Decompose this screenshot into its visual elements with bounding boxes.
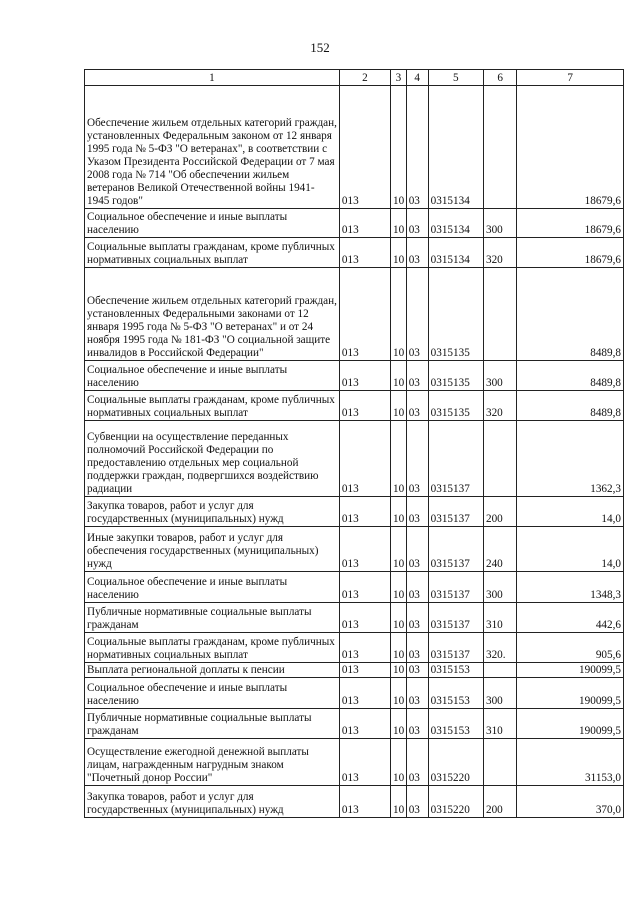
expense-type-code: 320 xyxy=(483,391,516,421)
section-code: 10 xyxy=(391,209,407,238)
item-name: Социальное обеспечение и иные выплаты населению xyxy=(85,209,340,238)
item-name: Социальное обеспечение и иные выплаты населению xyxy=(85,361,340,391)
expense-type-code xyxy=(483,663,516,678)
table-row xyxy=(85,739,624,786)
header-cell-3: 3 xyxy=(391,70,407,86)
table-row xyxy=(85,86,624,209)
item-name: Социальные выплаты гражданам, кроме публичных нормативных социальных выплат xyxy=(85,633,340,663)
subsection-code: 03 xyxy=(406,786,428,818)
section-code: 10 xyxy=(391,527,407,572)
target-article-code: 0315137 xyxy=(428,421,483,497)
target-article-code: 0315153 xyxy=(428,709,483,739)
item-name: Обеспечение жильем отдельных категорий граждан, установленных Федеральными законами от 12 января 1995 года № 5-ФЗ "О ветеранах" и от 24 ноября 1995 года № 181-ФЗ "О социальной защите инвалидов в Российской Федерации" xyxy=(85,268,340,361)
header-cell-4: 4 xyxy=(406,70,428,86)
subsection-code: 03 xyxy=(406,497,428,527)
section-code: 10 xyxy=(391,238,407,268)
target-article-code: 0315220 xyxy=(428,786,483,818)
admin-code: 013 xyxy=(339,633,390,663)
table-row xyxy=(85,209,624,238)
subsection-code: 03 xyxy=(406,709,428,739)
item-name: Закупка товаров, работ и услуг для государственных (муниципальных) нужд xyxy=(85,786,340,818)
header-cell-1: 1 xyxy=(85,70,340,86)
header-cell-2: 2 xyxy=(339,70,390,86)
admin-code: 013 xyxy=(339,663,390,678)
admin-code: 013 xyxy=(339,603,390,633)
table-row xyxy=(85,709,624,739)
item-name: Осуществление ежегодной денежной выплаты лицам, награжденным нагрудным знаком "Почетный донор России" xyxy=(85,739,340,786)
amount: 18679,6 xyxy=(517,238,624,268)
section-code: 10 xyxy=(391,786,407,818)
target-article-code: 0315220 xyxy=(428,739,483,786)
target-article-code: 0315137 xyxy=(428,497,483,527)
expense-type-code: 300 xyxy=(483,361,516,391)
target-article-code: 0315134 xyxy=(428,86,483,209)
table-row xyxy=(85,421,624,497)
budget-table xyxy=(84,69,624,818)
amount: 8489,8 xyxy=(517,361,624,391)
amount: 14,0 xyxy=(517,527,624,572)
admin-code: 013 xyxy=(339,739,390,786)
admin-code: 013 xyxy=(339,421,390,497)
amount: 31153,0 xyxy=(517,739,624,786)
target-article-code: 0315135 xyxy=(428,391,483,421)
admin-code: 013 xyxy=(339,527,390,572)
table-row xyxy=(85,603,624,633)
subsection-code: 03 xyxy=(406,391,428,421)
table-row xyxy=(85,527,624,572)
amount: 442,6 xyxy=(517,603,624,633)
expense-type-code: 300 xyxy=(483,678,516,709)
subsection-code: 03 xyxy=(406,86,428,209)
admin-code: 013 xyxy=(339,86,390,209)
admin-code: 013 xyxy=(339,497,390,527)
target-article-code: 0315135 xyxy=(428,268,483,361)
subsection-code: 03 xyxy=(406,603,428,633)
subsection-code: 03 xyxy=(406,572,428,603)
table-row xyxy=(85,786,624,818)
amount: 190099,5 xyxy=(517,709,624,739)
target-article-code: 0315135 xyxy=(428,361,483,391)
expense-type-code: 300 xyxy=(483,572,516,603)
expense-type-code xyxy=(483,739,516,786)
expense-type-code: 240 xyxy=(483,527,516,572)
amount: 8489,8 xyxy=(517,268,624,361)
header-cell-6: 6 xyxy=(483,70,516,86)
amount: 370,0 xyxy=(517,786,624,818)
expense-type-code: 320 xyxy=(483,238,516,268)
amount: 1348,3 xyxy=(517,572,624,603)
admin-code: 013 xyxy=(339,709,390,739)
item-name: Социальные выплаты гражданам, кроме публичных нормативных социальных выплат xyxy=(85,391,340,421)
admin-code: 013 xyxy=(339,572,390,603)
amount: 905,6 xyxy=(517,633,624,663)
item-name: Субвенции на осуществление переданных полномочий Российской Федерации по предоставлению отдельных мер социальной поддержки граждан, подвергшихся воздействию радиации xyxy=(85,421,340,497)
expense-type-code: 310 xyxy=(483,603,516,633)
item-name: Выплата региональной доплаты к пенсии xyxy=(85,663,340,678)
target-article-code: 0315137 xyxy=(428,572,483,603)
expense-type-code: 200 xyxy=(483,786,516,818)
item-name: Социальные выплаты гражданам, кроме публичных нормативных социальных выплат xyxy=(85,238,340,268)
table-row xyxy=(85,497,624,527)
amount: 8489,8 xyxy=(517,391,624,421)
subsection-code: 03 xyxy=(406,739,428,786)
subsection-code: 03 xyxy=(406,268,428,361)
table-row xyxy=(85,633,624,663)
item-name: Обеспечение жильем отдельных категорий граждан, установленных Федеральным законом от 12 января 1995 года № 5-ФЗ "О ветеранах", в соответствии с Указом Президента Российской Федерации от 7 мая 2008 года № 714 "Об обеспечении жильем ветеранов Великой Отечественной войны 1941-1945 годов" xyxy=(85,86,340,209)
section-code: 10 xyxy=(391,421,407,497)
subsection-code: 03 xyxy=(406,663,428,678)
section-code: 10 xyxy=(391,497,407,527)
admin-code: 013 xyxy=(339,391,390,421)
section-code: 10 xyxy=(391,86,407,209)
section-code: 10 xyxy=(391,361,407,391)
admin-code: 013 xyxy=(339,209,390,238)
subsection-code: 03 xyxy=(406,209,428,238)
table-body xyxy=(85,86,624,818)
header-cell-7: 7 xyxy=(517,70,624,86)
item-name: Социальное обеспечение и иные выплаты населению xyxy=(85,678,340,709)
target-article-code: 0315137 xyxy=(428,527,483,572)
subsection-code: 03 xyxy=(406,678,428,709)
table-row xyxy=(85,663,624,678)
subsection-code: 03 xyxy=(406,527,428,572)
amount: 18679,6 xyxy=(517,209,624,238)
amount: 1362,3 xyxy=(517,421,624,497)
table-row xyxy=(85,361,624,391)
amount: 14,0 xyxy=(517,497,624,527)
section-code: 10 xyxy=(391,572,407,603)
header-cell-5: 5 xyxy=(428,70,483,86)
admin-code: 013 xyxy=(339,361,390,391)
table-row xyxy=(85,268,624,361)
item-name: Иные закупки товаров, работ и услуг для обеспечения государственных (муниципальных) нужд xyxy=(85,527,340,572)
table-row xyxy=(85,238,624,268)
item-name: Публичные нормативные социальные выплаты гражданам xyxy=(85,603,340,633)
expense-type-code: 310 xyxy=(483,709,516,739)
expense-type-code: 200 xyxy=(483,497,516,527)
section-code: 10 xyxy=(391,678,407,709)
subsection-code: 03 xyxy=(406,361,428,391)
section-code: 10 xyxy=(391,268,407,361)
admin-code: 013 xyxy=(339,238,390,268)
subsection-code: 03 xyxy=(406,421,428,497)
table-row xyxy=(85,391,624,421)
target-article-code: 0315153 xyxy=(428,678,483,709)
amount: 18679,6 xyxy=(517,86,624,209)
target-article-code: 0315153 xyxy=(428,663,483,678)
section-code: 10 xyxy=(391,739,407,786)
admin-code: 013 xyxy=(339,786,390,818)
page-number: 152 xyxy=(310,40,330,55)
expense-type-code: 320. xyxy=(483,633,516,663)
item-name: Публичные нормативные социальные выплаты гражданам xyxy=(85,709,340,739)
table-header-row xyxy=(85,70,624,86)
section-code: 10 xyxy=(391,709,407,739)
expense-type-code xyxy=(483,268,516,361)
admin-code: 013 xyxy=(339,678,390,709)
section-code: 10 xyxy=(391,633,407,663)
target-article-code: 0315134 xyxy=(428,238,483,268)
item-name: Закупка товаров, работ и услуг для государственных (муниципальных) нужд xyxy=(85,497,340,527)
admin-code: 013 xyxy=(339,268,390,361)
expense-type-code: 300 xyxy=(483,209,516,238)
expense-type-code xyxy=(483,421,516,497)
target-article-code: 0315134 xyxy=(428,209,483,238)
section-code: 10 xyxy=(391,603,407,633)
target-article-code: 0315137 xyxy=(428,603,483,633)
item-name: Социальное обеспечение и иные выплаты населению xyxy=(85,572,340,603)
section-code: 10 xyxy=(391,663,407,678)
expense-type-code xyxy=(483,86,516,209)
amount: 190099,5 xyxy=(517,663,624,678)
subsection-code: 03 xyxy=(406,238,428,268)
subsection-code: 03 xyxy=(406,633,428,663)
amount: 190099,5 xyxy=(517,678,624,709)
target-article-code: 0315137 xyxy=(428,633,483,663)
table-row xyxy=(85,572,624,603)
section-code: 10 xyxy=(391,391,407,421)
table-row xyxy=(85,678,624,709)
